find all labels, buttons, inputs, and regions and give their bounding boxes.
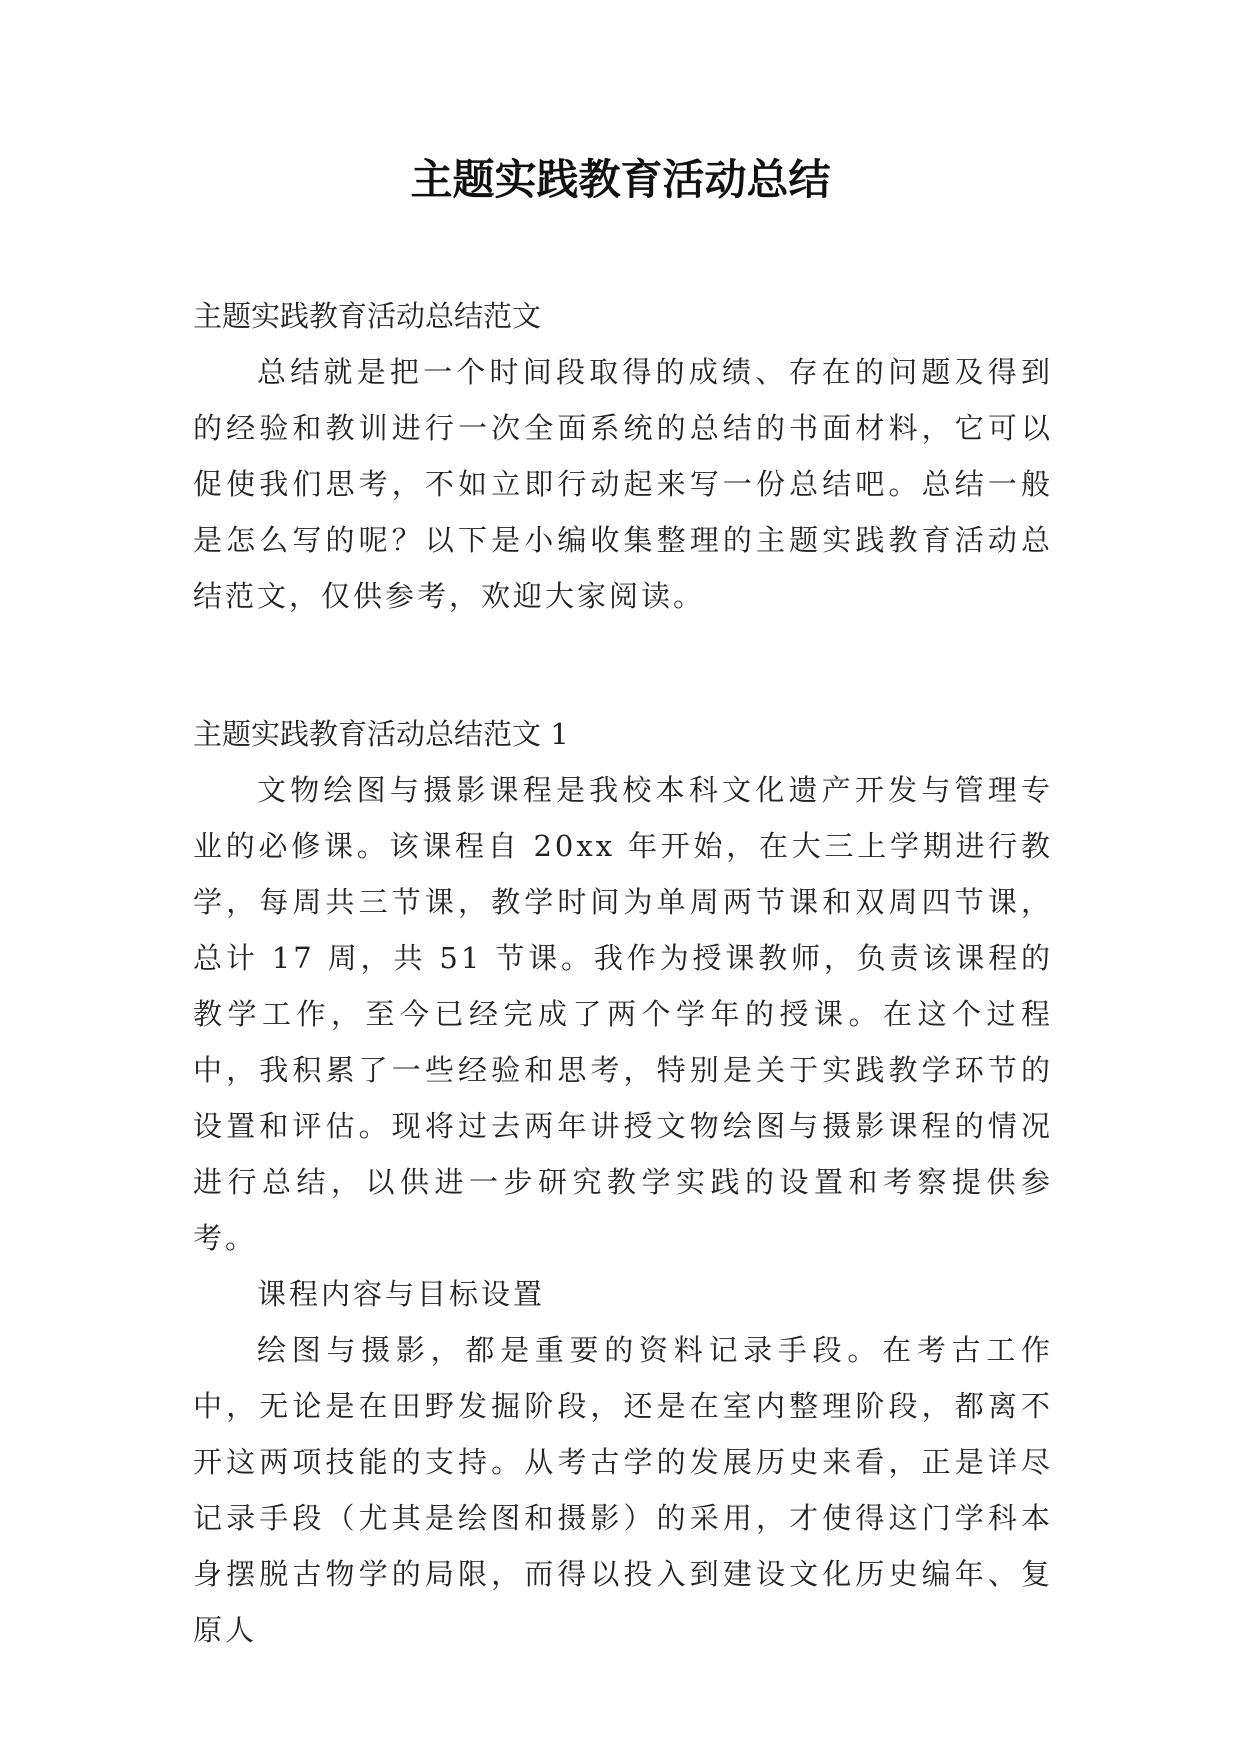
- intro-heading: 主题实践教育活动总结范文: [193, 299, 542, 333]
- intro-paragraph: 总结就是把一个时间段取得的成绩、存在的问题及得到的经验和教训进行一次全面系统的总结的书面材料，它可以促使我们思考，不如立即行动起来写一份总结吧。总结一般是怎么写的呢？以下是小编收集整理的主题实践教育活动总结范文，仅供参考，欢迎大家阅读。: [193, 355, 1053, 613]
- section-heading: 主题实践教育活动总结范文 1: [193, 717, 569, 751]
- section-subheading: 课程内容与目标设置: [257, 1277, 546, 1311]
- section-paragraph-1: 文物绘图与摄影课程是我校本科文化遗产开发与管理专业的必修课。该课程自 20xx 年开始，在大三上学期进行教学，每周共三节课，教学时间为单周两节课和双周四节课，总计 17 周，共 51 节课。我作为授课教师，负责该课程的教学工作，至今已经完成了两个学年的授课。在这个过程中，我积累了一些经验和思考，特别是关于实践教学环节的设置和评估。现将过去两年讲授文物绘图与摄影课程的情况进行总结，以供进一步研究教学实践的设置和考察提供参考。: [193, 773, 1053, 1255]
- document-title: 主题实践教育活动总结: [410, 155, 831, 204]
- section-paragraph-2: 绘图与摄影，都是重要的资料记录手段。在考古工作中，无论是在田野发掘阶段，还是在室内整理阶段，都离不开这两项技能的支持。从考古学的发展历史来看，正是详尽记录手段（尤其是绘图和摄影）的采用，才使得这门学科本身摆脱古物学的局限，而得以投入到建设文化历史编年、复原人: [193, 1333, 1053, 1647]
- document-body: [193, 288, 1053, 1658]
- section-spacer: [193, 624, 1053, 706]
